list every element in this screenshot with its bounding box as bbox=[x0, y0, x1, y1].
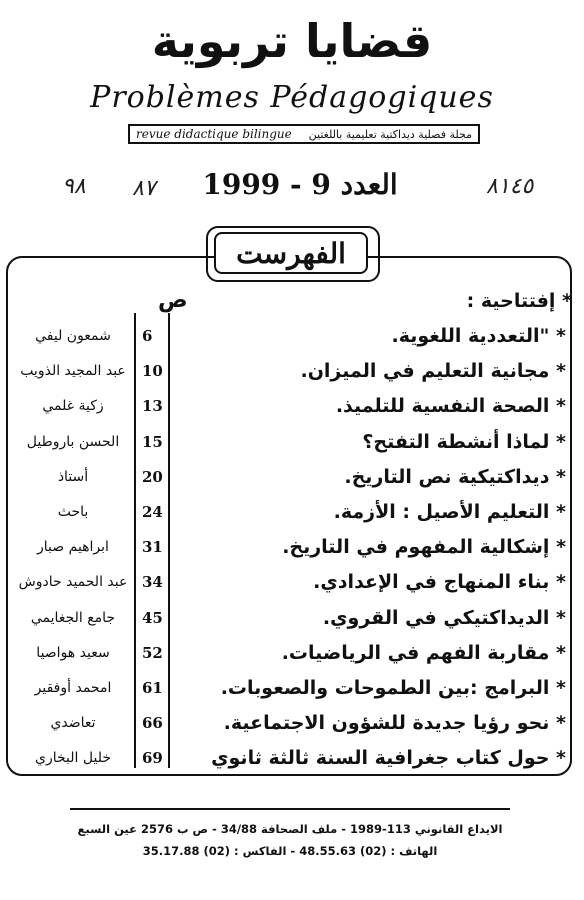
toc-row bbox=[6, 670, 572, 708]
toc-page-number: 6 bbox=[142, 327, 153, 345]
toc-page-number: 61 bbox=[142, 679, 163, 697]
toc-page-number: 52 bbox=[142, 643, 163, 662]
journal-title-arabic: قضايا تربوية bbox=[151, 14, 433, 68]
toc-row bbox=[6, 318, 572, 356]
toc-row bbox=[6, 600, 572, 638]
toc-row bbox=[6, 388, 572, 426]
handwritten-note-left-2: ٨٧ bbox=[132, 176, 156, 201]
toc-article-title: * مقاربة الفهم في الرياضيات. bbox=[281, 641, 566, 664]
toc-row bbox=[6, 740, 572, 778]
toc-article-title: * الصحة النفسية للتلميذ. bbox=[335, 395, 566, 418]
toc-article-title: * بناء المنهاج في الإعدادي. bbox=[313, 571, 566, 594]
toc-page-number: 31 bbox=[142, 538, 163, 557]
toc-author: امحمد أوفقير bbox=[34, 680, 112, 696]
handwritten-note-left-1: ٩٨ bbox=[62, 174, 86, 199]
footer-legal-line: الايداع القانوني 113-1989 - ملف الصحافة 34/88 - ص ب 2576 عين السبع bbox=[77, 822, 503, 836]
toc-article-title: * مجانية التعليم في الميزان. bbox=[300, 360, 566, 383]
toc-row bbox=[6, 424, 572, 462]
toc-row bbox=[6, 494, 572, 532]
subtitle-french: revue didactique bilingue bbox=[136, 127, 292, 141]
index-heading: الفهرست bbox=[214, 232, 368, 274]
toc-article-title: * حول كتاب جغرافية السنة ثالثة ثانوي bbox=[211, 747, 566, 770]
subtitle-arabic: مجلة فصلية ديداكتية تعليمية باللغتين bbox=[308, 127, 472, 141]
toc-author: عبد الحميد حادوش bbox=[18, 574, 128, 591]
handwritten-note-right: ٨١٤٥ bbox=[486, 174, 534, 199]
toc-author: خليل البخاري bbox=[35, 750, 111, 767]
toc-article-title: * الديداكتيكي في القروي. bbox=[322, 606, 566, 629]
toc-author: أستاذ bbox=[57, 468, 89, 485]
toc-page-number: 24 bbox=[142, 503, 163, 521]
toc-author: شمعون ليفي bbox=[35, 328, 111, 344]
toc-page-number: 45 bbox=[142, 608, 163, 627]
toc-author: باحث bbox=[57, 504, 89, 520]
editorial-entry: * إفتتاحية : bbox=[466, 290, 572, 312]
toc-author: تعاضدي bbox=[50, 715, 96, 732]
toc-row bbox=[6, 705, 572, 743]
journal-subtitle-box bbox=[128, 124, 480, 144]
toc-article-title: * التعليم الأصيل : الأزمة. bbox=[333, 501, 566, 523]
toc-author: سعيد هواصيا bbox=[36, 644, 110, 661]
toc-page-number: 13 bbox=[142, 397, 163, 416]
toc-row bbox=[6, 459, 572, 497]
toc-page-number: 15 bbox=[142, 432, 163, 451]
toc-article-title: * نحو رؤيا جديدة للشؤون الاجتماعية. bbox=[223, 712, 566, 735]
toc-row bbox=[6, 564, 572, 602]
footer-contact-line: الهاتف : (02) 48.55.63 - الفاكس : (02) 35.17.88 bbox=[142, 844, 438, 858]
toc-page-number: 20 bbox=[142, 467, 163, 486]
toc-author: جامع الجغايمي bbox=[30, 609, 116, 626]
journal-title-french: Problèmes Pédagogiques bbox=[90, 80, 494, 115]
toc-page-number: 34 bbox=[142, 573, 163, 592]
toc-author: ابراهيم صبار bbox=[37, 539, 109, 556]
toc-page-number: 66 bbox=[142, 714, 163, 733]
toc-row bbox=[6, 529, 572, 567]
toc-article-title: * ديداكتيكية نص التاريخ. bbox=[344, 465, 566, 488]
toc-article-title: * "التعددية اللغوية. bbox=[391, 325, 566, 347]
toc-page-number: 10 bbox=[142, 362, 163, 381]
toc-page-number: 69 bbox=[142, 749, 163, 768]
page-column-header: ص bbox=[158, 288, 188, 313]
toc-article-title: * إشكالية المفهوم في التاريخ. bbox=[282, 536, 566, 559]
toc-author: الحسن باروطيل bbox=[26, 433, 120, 450]
footer-rule bbox=[70, 808, 510, 810]
toc-author: زكية غلمي bbox=[42, 398, 104, 415]
toc-row bbox=[6, 635, 572, 673]
toc-article-title: * لماذا أنشطة التفتح؟ bbox=[362, 430, 566, 453]
issue-number: العدد 9 - 1999 bbox=[202, 168, 398, 201]
toc-article-title: * البرامج :بين الطموحات والصعوبات. bbox=[220, 677, 566, 699]
toc-author: عبد المجيد الذويب bbox=[20, 363, 126, 380]
toc-row bbox=[6, 353, 572, 391]
